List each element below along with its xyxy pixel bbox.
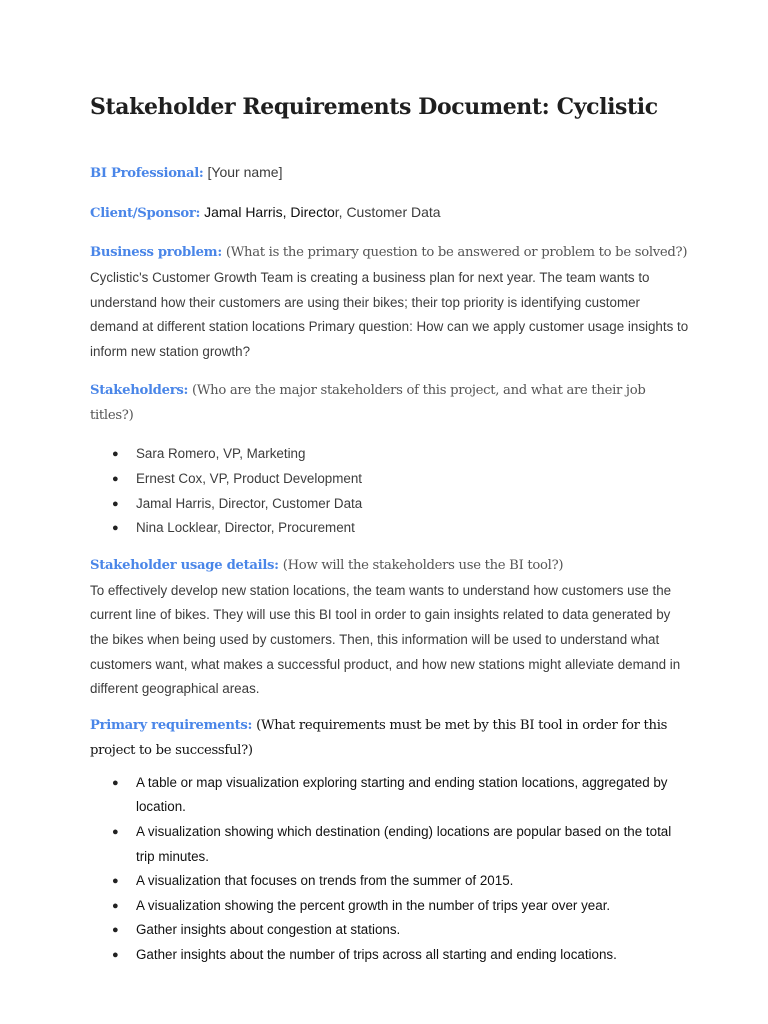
list-item: [90, 442, 690, 467]
requirement-text: A table or map visualization exploring starting and ending station locations, aggregated by location.: [136, 774, 668, 815]
bullet-icon: ●: [112, 948, 119, 961]
bullet-icon: ●: [112, 448, 119, 461]
requirement-text: Gather insights about the number of trips across all starting and ending locations.: [136, 946, 617, 962]
list-item: [90, 918, 690, 943]
stakeholders-label: Stakeholders:: [90, 383, 189, 399]
bi-professional-value: [Your name]: [207, 164, 283, 180]
list-item: [90, 869, 690, 894]
list-item: [90, 516, 690, 541]
business-problem-heading: [90, 240, 690, 265]
bullet-icon: ●: [112, 522, 119, 535]
bullet-icon: ●: [112, 776, 119, 789]
business-problem-label: Business problem:: [90, 245, 222, 260]
bullet-icon: ●: [112, 924, 119, 937]
requirement-text: A visualization showing which destination (ending) locations are popular based on the total trip minutes.: [136, 823, 672, 864]
client-sponsor-label: Client/Sponsor:: [90, 206, 201, 221]
stakeholders-prompt: (Who are the major stakeholders of this project, and what are their job titles?): [90, 383, 646, 424]
usage-details-body: To effectively develop new station locations, the team wants to understand how customers use the current line of bikes. They will use this BI tool in order to gain insights related to data generated by the bikes when being used by customers. Then, this information will be used to understand what customers want, what makes a successful product, and how new stations might alleviate demand in different geographical areas.: [90, 582, 681, 697]
list-item: [90, 894, 690, 919]
bullet-icon: ●: [112, 472, 119, 485]
requirement-text: A visualization showing the percent growth in the number of trips year over year.: [136, 897, 611, 913]
stakeholder-name: Ernest Cox, VP, Product Development: [136, 470, 363, 486]
stakeholder-name: Jamal Harris, Director, Customer Data: [136, 495, 363, 511]
usage-details-prompt: (How will the stakeholders use the BI tool?): [282, 557, 564, 573]
bullet-icon: ●: [112, 825, 119, 838]
business-problem-body: Cyclistic's Customer Growth Team is creating a business plan for next year. The team wants to understand how their customers are using their bikes; their top priority is identifying customer demand at different station locations Primary question: How can we apply customer usage insights to inform new station growth?: [90, 270, 689, 359]
bullet-icon: ●: [112, 875, 119, 888]
business-problem-prompt: (What is the primary question to be answered or problem to be solved?): [225, 245, 688, 260]
document-body: [90, 92, 690, 967]
stakeholder-name: Sara Romero, VP, Marketing: [136, 446, 306, 462]
stakeholder-name: Nina Locklear, Director, Procurement: [136, 520, 355, 536]
client-sponsor-field: [90, 200, 690, 226]
stakeholders-list: [90, 442, 690, 540]
bullet-icon: ●: [112, 497, 119, 510]
primary-requirements-label: Primary requirements:: [90, 717, 253, 733]
requirement-text: A visualization that focuses on trends from the summer of 2015.: [136, 873, 514, 889]
list-item: [90, 492, 690, 517]
list-item: [90, 820, 690, 869]
client-sponsor-value-part1: Jamal Harris, Directo: [204, 204, 335, 220]
primary-requirements-list: [90, 771, 690, 968]
bi-professional-label: BI Professional:: [90, 166, 204, 181]
usage-details-label: Stakeholder usage details:: [90, 557, 279, 573]
requirement-text: Gather insights about congestion at stations.: [136, 922, 401, 938]
list-item: [90, 467, 690, 492]
bullet-icon: ●: [112, 899, 119, 912]
primary-requirements-heading: [90, 713, 690, 763]
list-item: [90, 943, 690, 968]
usage-details-heading: [90, 553, 690, 578]
document-title: Stakeholder Requirements Document: Cyclistic: [90, 94, 658, 120]
primary-requirements-prompt: (What requirements must be met by this BI tool in order for this project to be successful?): [90, 717, 668, 758]
stakeholders-heading: [90, 378, 690, 428]
bi-professional-field: [90, 160, 690, 186]
list-item: [90, 771, 690, 820]
client-sponsor-value-part2: r, Customer Data: [334, 204, 441, 220]
